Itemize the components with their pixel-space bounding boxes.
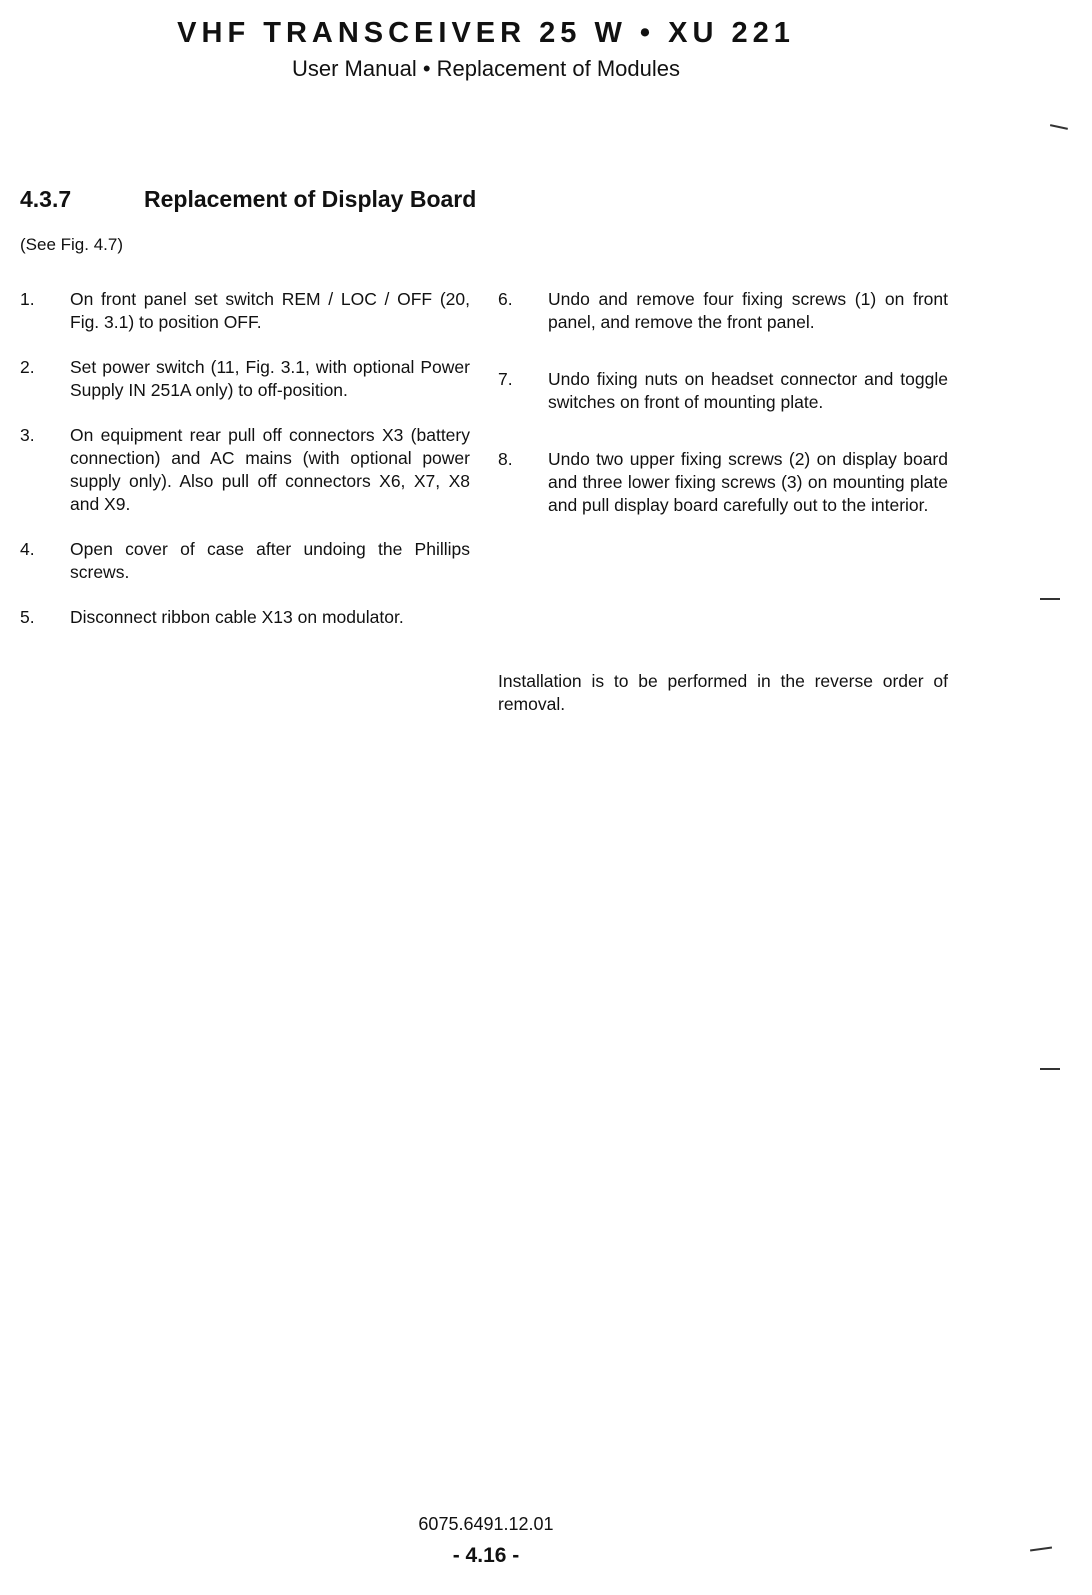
page-header (0, 16, 972, 82)
step-number: 3. (20, 425, 35, 445)
step-text: Set power switch (11, Fig. 3.1, with optional Power Supply IN 251A only) to off-position. (70, 357, 470, 400)
step-text: On front panel set switch REM / LOC / OFF (20, Fig. 3.1) to position OFF. (70, 289, 470, 332)
steps-left-column (20, 288, 470, 629)
section-number: 4.3.7 (20, 186, 72, 213)
step-item (498, 368, 948, 414)
step-number: 6. (498, 289, 513, 309)
step-number: 5. (20, 607, 35, 627)
step-number: 1. (20, 289, 35, 309)
step-item (20, 424, 470, 516)
figure-reference: (See Fig. 4.7) (20, 235, 123, 254)
step-text: Open cover of case after undoing the Phillips screws. (70, 539, 470, 582)
section-heading (20, 185, 476, 213)
page-number: - 4.16 - (452, 1544, 520, 1567)
document-title: VHF TRANSCEIVER 25 W • XU 221 (177, 17, 795, 49)
steps-right-column (498, 288, 948, 517)
scan-mark (1040, 1068, 1060, 1070)
scan-mark (1030, 1546, 1052, 1551)
step-number: 8. (498, 449, 513, 469)
step-item (498, 288, 948, 334)
step-item (20, 356, 470, 402)
step-text: Undo two upper fixing screws (2) on display board and three lower fixing screws (3) on mounting plate and pull display board carefully out to the interior. (548, 449, 948, 515)
step-number: 2. (20, 357, 35, 377)
step-item (20, 288, 470, 334)
scan-mark (1040, 598, 1060, 600)
document-number: 6075.6491.12.01 (418, 1514, 554, 1534)
section-title: Replacement of Display Board (144, 186, 477, 213)
document-subtitle: User Manual • Replacement of Modules (292, 56, 680, 81)
step-item (498, 448, 948, 517)
step-text: On equipment rear pull off connectors X3 (battery connection) and AC mains (with optional power supply only). Also pull off connectors X6, X7, X8 and X9. (70, 425, 470, 514)
closing-note: Installation is to be performed in the reverse order of removal. (498, 670, 948, 714)
step-text: Undo fixing nuts on headset connector and toggle switches on front of mounting plate. (548, 369, 948, 412)
step-number: 4. (20, 539, 35, 559)
step-text: Disconnect ribbon cable X13 on modulator. (70, 607, 404, 627)
step-item (20, 606, 470, 629)
step-number: 7. (498, 369, 513, 389)
scan-mark (1050, 124, 1068, 129)
step-text: Undo and remove four fixing screws (1) on front panel, and remove the front panel. (548, 289, 948, 332)
step-item (20, 538, 470, 584)
